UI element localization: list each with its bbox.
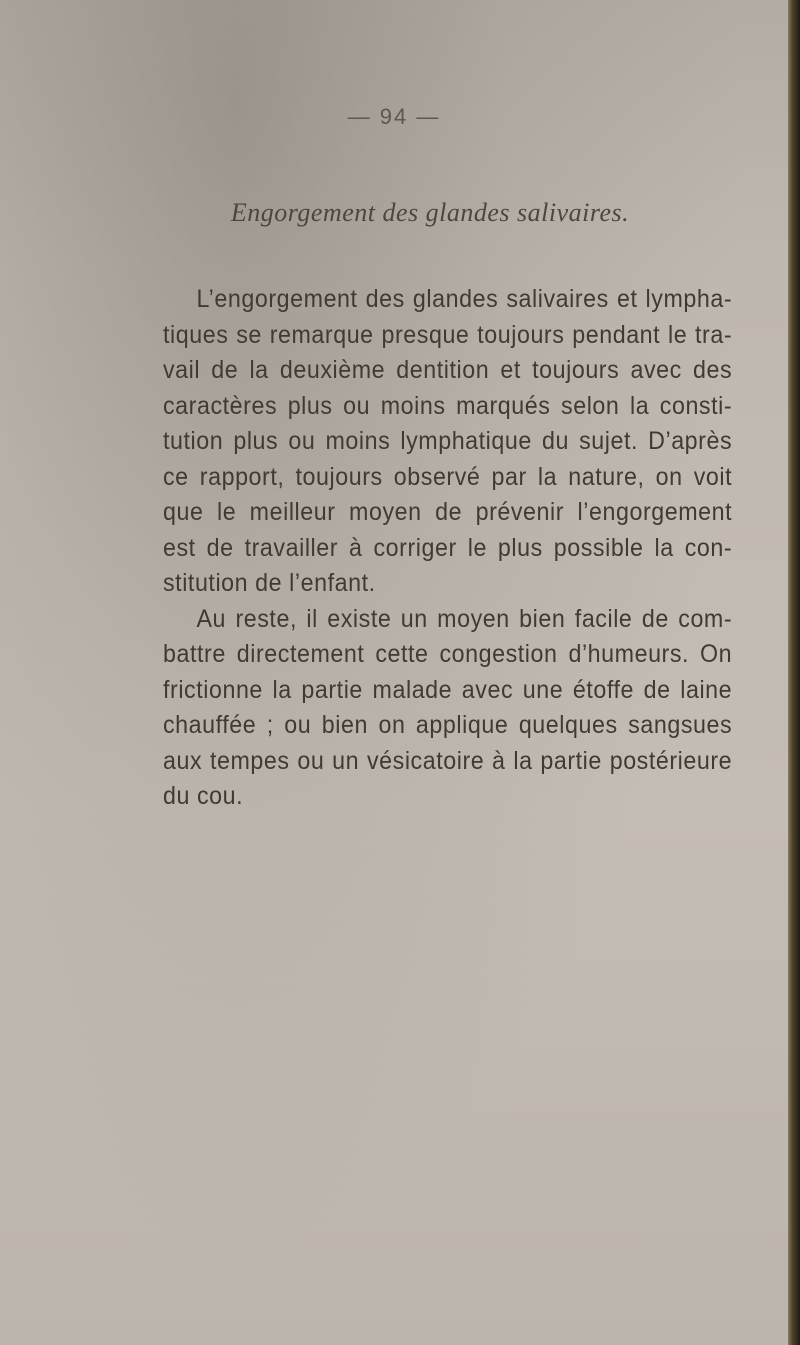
text-line: L’engorgement des glandes salivaires et lympha- (196, 285, 733, 313)
text-line: chauffée ; ou bien on applique quelques sangsues (163, 711, 733, 739)
text-line: Au reste, il existe un moyen bien facile de com- (196, 604, 733, 633)
text-line: est de travailler à corriger le plus possible la con- (163, 533, 733, 562)
text-line: battre directement cette congestion d’humeurs. On (163, 640, 733, 668)
text-line: du cou. (163, 782, 244, 810)
text-line: frictionne la partie malade avec une étoffe de laine (163, 675, 733, 704)
text-line: aux tempes ou un vésicatoire à la partie postérieure (163, 746, 733, 775)
text-line: vail de la deuxième dentition et toujours avec des (163, 356, 733, 384)
text-line: stitution de l’enfant. (163, 569, 376, 597)
text-line: ce rapport, toujours observé par la nature, on voit (163, 462, 733, 491)
text-line: tution plus ou moins lymphatique du sujet. D’après (163, 427, 733, 455)
paragraph-1 (163, 282, 732, 602)
body-text (163, 282, 732, 815)
paragraph-2 (163, 602, 732, 815)
section-title: Engorgement des glandes salivaires. (230, 198, 630, 227)
text-line: caractères plus ou moins marqués selon la consti- (163, 391, 733, 420)
text-line: tiques se remarque presque toujours pendant le tra- (163, 320, 733, 349)
page-number: — 94 — (347, 104, 441, 129)
text-line: que le meilleur moyen de prévenir l’engorgement (163, 498, 733, 526)
book-spine-edge (788, 0, 800, 1345)
